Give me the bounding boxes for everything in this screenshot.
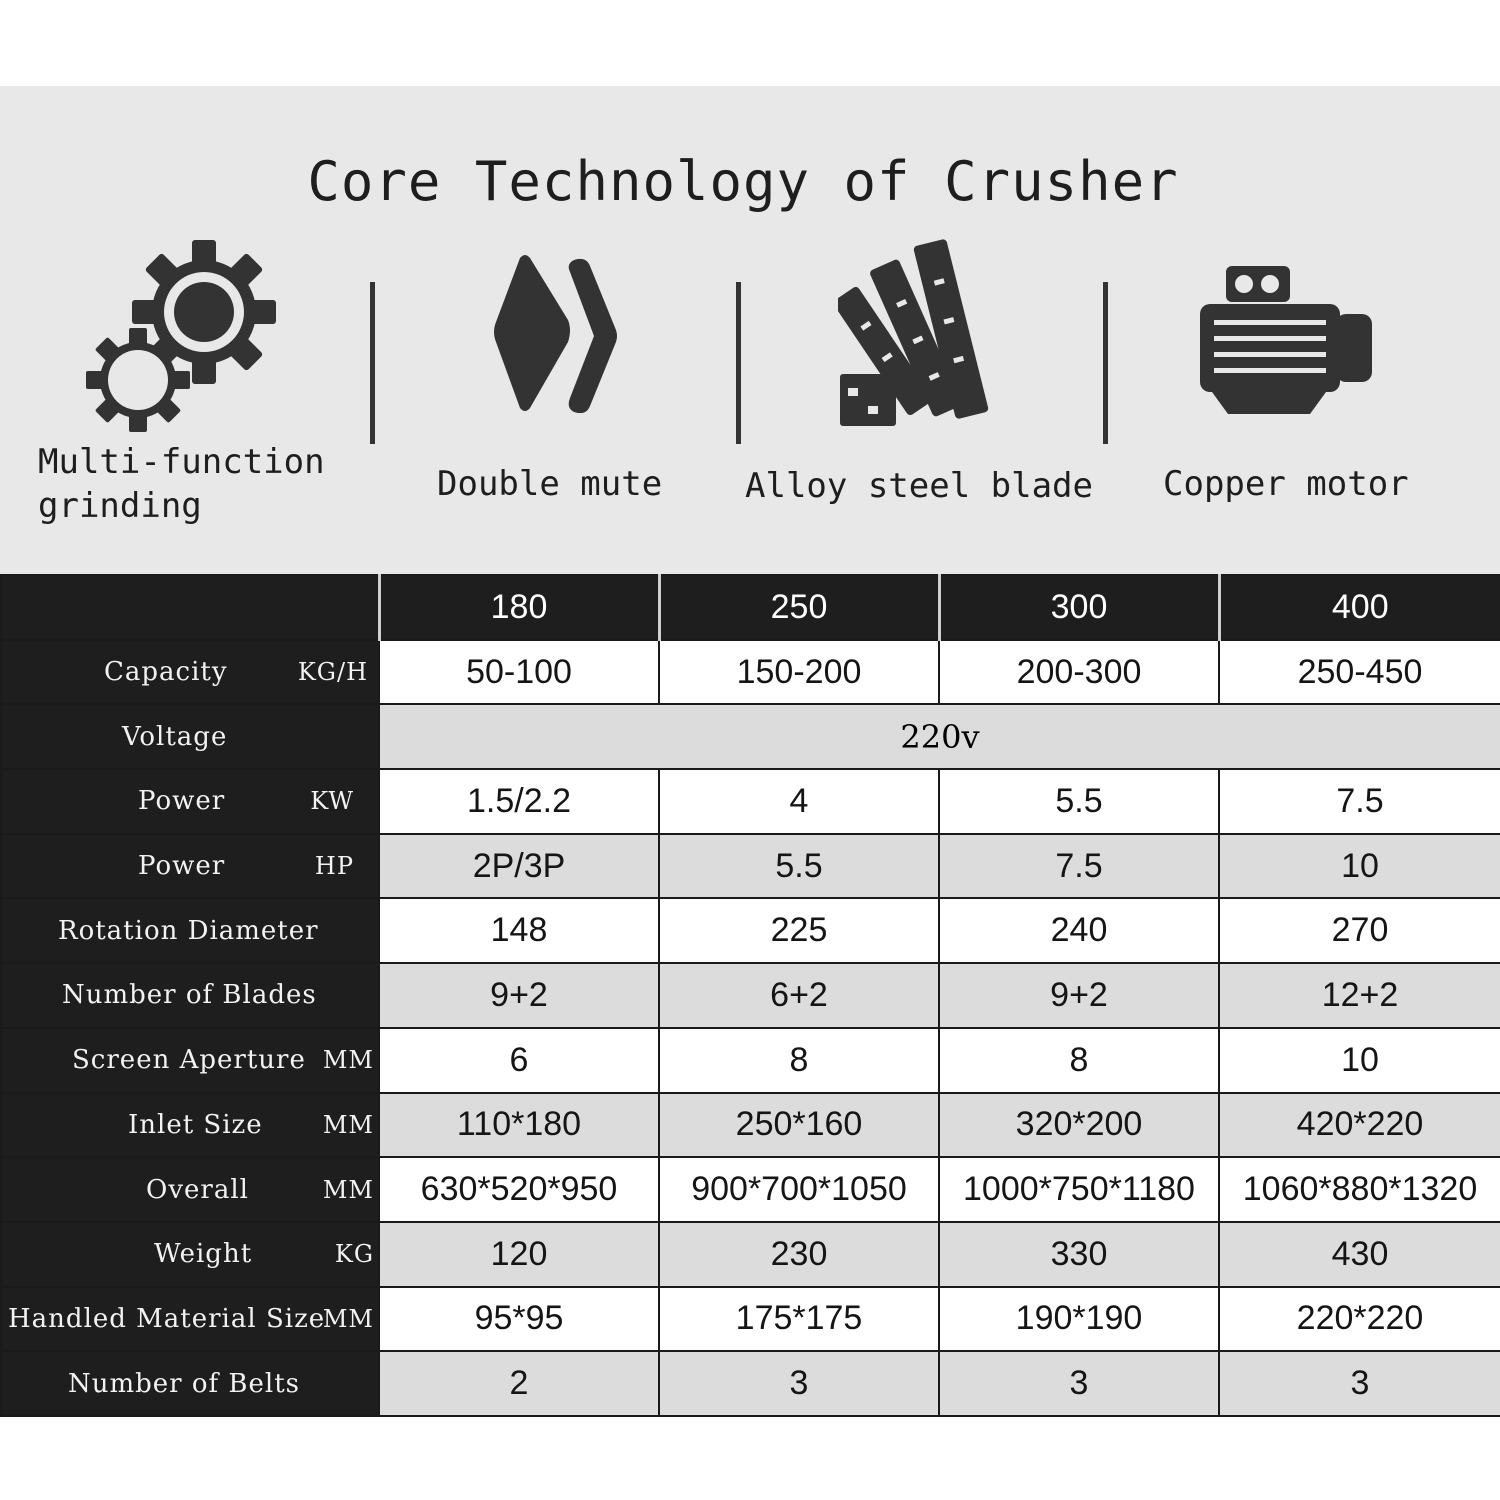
feature-label-motor: Copper motor — [1163, 464, 1409, 504]
table-cell: 9+2 — [939, 963, 1219, 1028]
table-cell: 4 — [659, 769, 939, 834]
table-row — [1, 1287, 1500, 1352]
table-cell: 2P/3P — [379, 834, 659, 899]
table-cell: 1000*750*1180 — [939, 1157, 1219, 1222]
row-unit: MM — [322, 1110, 374, 1139]
table-row — [1, 834, 1500, 899]
row-label — [1, 1287, 379, 1352]
row-label — [1, 898, 379, 963]
model-header: 400 — [1219, 575, 1500, 640]
table-cell: 150-200 — [659, 640, 939, 705]
table-cell: 900*700*1050 — [659, 1157, 939, 1222]
table-cell: 220*220 — [1219, 1287, 1500, 1352]
table-cell: 225 — [659, 898, 939, 963]
table-cell: 430 — [1219, 1222, 1500, 1287]
table-cell: 10 — [1219, 1028, 1500, 1093]
row-label — [1, 963, 379, 1028]
table-row — [1, 1222, 1500, 1287]
page-title: Core Technology of Crusher — [307, 150, 1179, 213]
gears-icon — [86, 240, 281, 435]
row-label-text: Capacity — [104, 657, 228, 688]
table-cell: 200-300 — [939, 640, 1219, 705]
table-cell: 250*160 — [659, 1093, 939, 1158]
table-cell: 330 — [939, 1222, 1219, 1287]
row-label-text: Number of Belts — [68, 1368, 301, 1399]
table-cell: 1.5/2.2 — [379, 769, 659, 834]
table-cell: 9+2 — [379, 963, 659, 1028]
table-cell: 270 — [1219, 898, 1500, 963]
row-label-text: Overall — [146, 1174, 249, 1205]
table-cell: 2 — [379, 1351, 659, 1416]
table-cell: 420*220 — [1219, 1093, 1500, 1158]
table-row — [1, 1351, 1500, 1416]
model-header: 250 — [659, 575, 939, 640]
divider — [736, 282, 741, 444]
table-cell: 250-450 — [1219, 640, 1500, 705]
table-row — [1, 769, 1500, 834]
table-row — [1, 1028, 1500, 1093]
table-row — [1, 704, 1500, 769]
row-unit: KG/H — [297, 658, 368, 687]
table-corner — [1, 575, 379, 640]
row-label-text: Power — [138, 786, 226, 817]
table-cell: 320*200 — [939, 1093, 1219, 1158]
spec-table — [0, 574, 1500, 1417]
divider — [1103, 282, 1108, 444]
table-cell: 7.5 — [1219, 769, 1500, 834]
motor-icon — [1198, 264, 1376, 416]
row-label — [1, 769, 379, 834]
model-header: 300 — [939, 575, 1219, 640]
blades-icon — [838, 238, 1013, 433]
row-label-text: Rotation Diameter — [58, 915, 319, 946]
divider — [370, 282, 375, 444]
row-label — [1, 834, 379, 899]
row-label-text: Weight — [154, 1239, 253, 1270]
feature-label-mute: Double mute — [437, 464, 663, 504]
row-label-text: Handled Material Size — [8, 1303, 326, 1334]
feature-label-blade: Alloy steel blade — [745, 466, 1093, 506]
table-cell: 3 — [939, 1351, 1219, 1416]
table-cell: 6 — [379, 1028, 659, 1093]
model-header: 180 — [379, 575, 659, 640]
table-row — [1, 640, 1500, 705]
row-label — [1, 1222, 379, 1287]
row-unit: KW — [310, 787, 354, 816]
row-label — [1, 1351, 379, 1416]
table-row — [1, 963, 1500, 1028]
table-cell: 95*95 — [379, 1287, 659, 1352]
row-unit: MM — [322, 1046, 374, 1075]
table-row — [1, 898, 1500, 963]
table-cell: 8 — [659, 1028, 939, 1093]
table-cell: 630*520*950 — [379, 1157, 659, 1222]
feature-label-grinding: Multi-function grinding — [38, 442, 325, 526]
voltage-value: 220v — [379, 704, 1500, 769]
table-cell: 12+2 — [1219, 963, 1500, 1028]
table-cell: 5.5 — [659, 834, 939, 899]
double-mute-icon — [490, 250, 630, 420]
table-row — [1, 1093, 1500, 1158]
row-label-text: Number of Blades — [62, 980, 317, 1011]
row-label — [1, 704, 379, 769]
table-cell: 1060*880*1320 — [1219, 1157, 1500, 1222]
row-label-text: Power — [138, 851, 226, 882]
row-label-text: Inlet Size — [128, 1109, 263, 1140]
row-label-text: Screen Aperture — [72, 1045, 306, 1076]
table-row — [1, 1157, 1500, 1222]
table-cell: 3 — [659, 1351, 939, 1416]
table-cell: 50-100 — [379, 640, 659, 705]
table-cell: 6+2 — [659, 963, 939, 1028]
row-label — [1, 1093, 379, 1158]
table-header-row — [1, 575, 1500, 640]
row-label-text: Voltage — [122, 721, 228, 752]
table-cell: 120 — [379, 1222, 659, 1287]
table-cell: 10 — [1219, 834, 1500, 899]
row-unit: KG — [334, 1240, 374, 1269]
table-cell: 8 — [939, 1028, 1219, 1093]
table-cell: 148 — [379, 898, 659, 963]
table-cell: 240 — [939, 898, 1219, 963]
row-label — [1, 1028, 379, 1093]
row-label — [1, 640, 379, 705]
row-unit: MM — [322, 1175, 374, 1204]
table-cell: 5.5 — [939, 769, 1219, 834]
table-cell: 190*190 — [939, 1287, 1219, 1352]
row-label — [1, 1157, 379, 1222]
table-cell: 230 — [659, 1222, 939, 1287]
row-unit: HP — [314, 852, 354, 881]
table-cell: 3 — [1219, 1351, 1500, 1416]
table-cell: 7.5 — [939, 834, 1219, 899]
row-unit: MM — [322, 1304, 374, 1333]
table-cell: 175*175 — [659, 1287, 939, 1352]
table-cell: 110*180 — [379, 1093, 659, 1158]
